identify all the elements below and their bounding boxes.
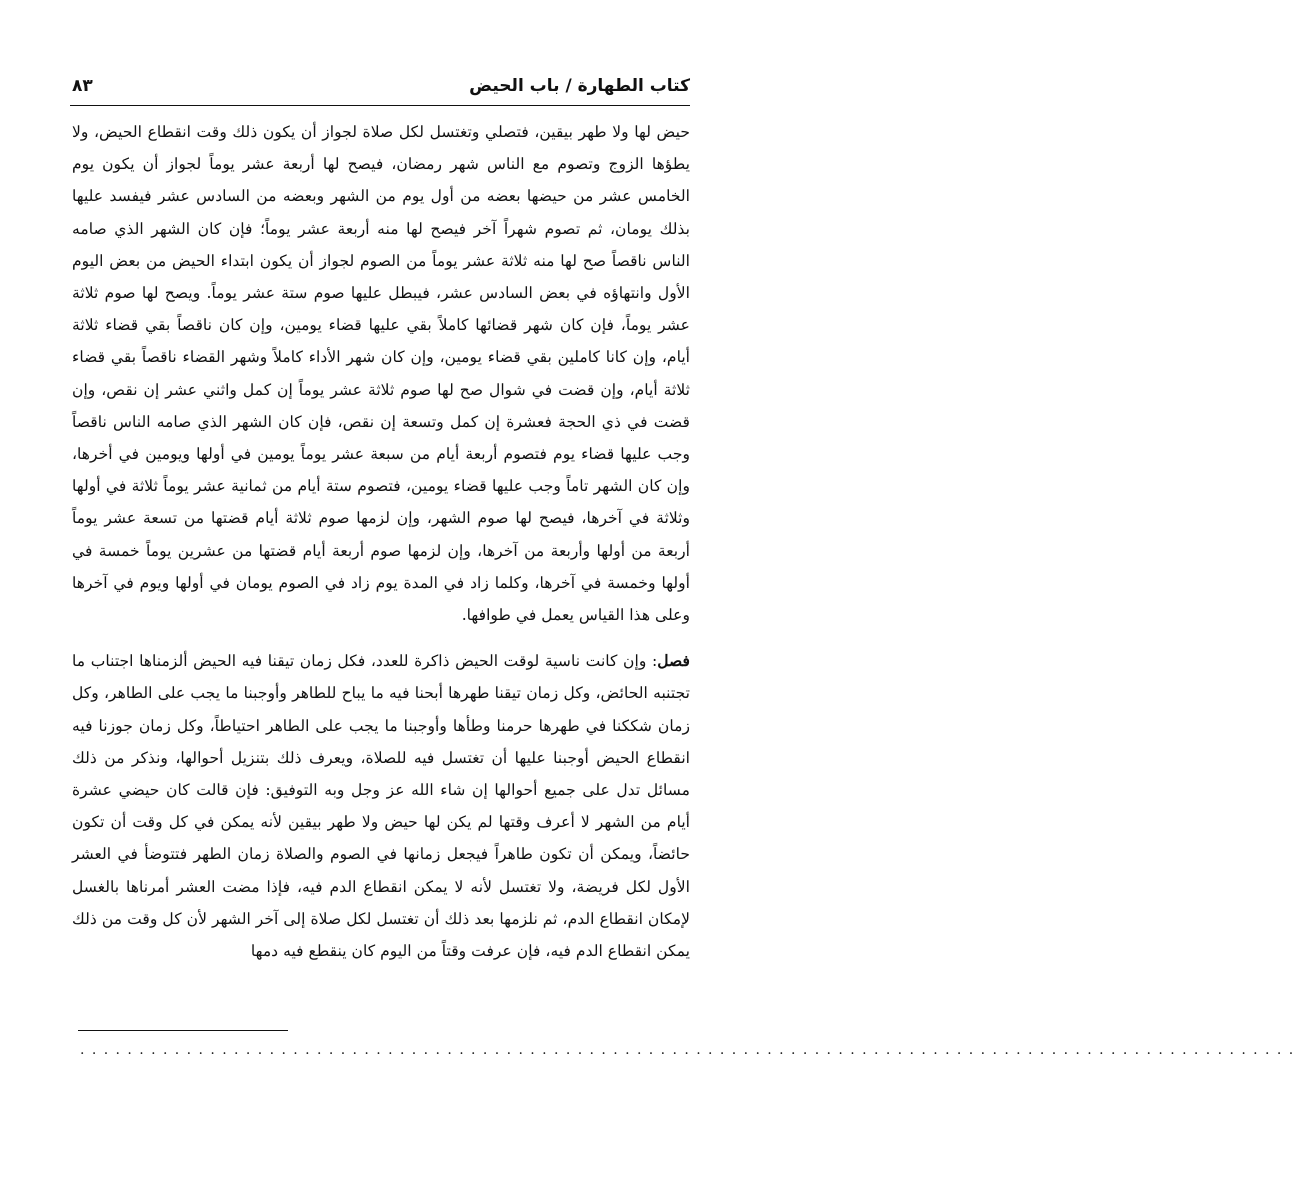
paragraph-text: حيض لها ولا طهر بيقين، فتصلي وتغتسل لكل صلاة لجواز أن يكون ذلك وقت انقطاع الحيض، ولا يطؤها الزوج وتصوم مع الناس شهر رمضان، فيصح لها أربعة عشر يوماً لجواز أن يكون يوم الخامس عشر من حيضها بعضه من أول يوم من الشهر وبعضه من السادس عشر فيفسد عليها بذلك يومان، ثم تصوم شهراً آخر فيصح لها منه أربعة عشر يوماً؛ فإن كان الشهر الذي صامه الناس ناقصاً صح لها منه ثلاثة عشر يوماً من الصوم لجواز أن يكون ابتداء الحيض من بعض اليوم الأول وانتهاؤه في بعض السادس عشر، فيبطل عليها صوم ستة عشر يوماً. ويصح لها صوم ثلاثة عشر يوماً، فإن كان شهر قضائها كاملاً بقي عليها قضاء يومين، وإن كان ناقصاً بقي قضاء ثلاثة أيام، وإن كانا كاملين بقي قضاء يومين، وإن كان شهر الأداء كاملاً وشهر القضاء ناقصاً بقي قضاء ثلاثة أيام، وإن قضت في شوال صح لها صوم ثلاثة عشر يوماً إن كمل واثني عشر إن نقص، وإن قضت في ذي الحجة فعشرة إن كمل وتسعة إن نقص، فإن كان الشهر الذي صامه الناس ناقصاً وجب عليها قضاء يوم فتصوم أربعة أيام من سبعة عشر يوماً يومين في أولها ويومين في أخرها، وإن كان الشهر تاماً وجب عليها قضاء يومين، فتصوم ستة أيام من ثمانية عشر يوماً ثلاثة في أولها وثلاثة في آخرها، فيصح لها صوم الشهر، وإن لزمها صوم ثلاثة أيام قضتها من تسعة عشر يوماً أربعة من أولها وأربعة من آخرها، وإن لزمها صوم أربعة أيام قضتها من عشرين يوماً خمسة في أولها وخمسة في آخرها، وكلما زاد في المدة يوم زاد في الصوم يومان في أولها ويوم في آخرها وعلى هذا القياس يعمل في طوافها. [72,123,690,625]
page-number: ٨٣ [72,76,93,96]
footnote-dotted-line: ....................................................................................................... [80,1042,1301,1058]
section-lead: فصل [657,651,690,671]
running-title: كتاب الطهارة / باب الحيض [469,76,690,96]
paragraph [72,645,690,967]
header-rule [70,105,690,106]
footnote-rule [78,1030,288,1031]
page-header [70,76,690,104]
paragraph-text: : وإن كانت ناسية لوقت الحيض ذاكرة للعدد، فكل زمان تيقنا فيه الحيض ألزمناها اجتناب ما تجتنبه الحائض، وكل زمان تيقنا طهرها أبحنا فيه ما يباح للطاهر وأوجبنا ما يجب على الطاهر، وكل زمان شككنا في طهرها حرمنا وطأها وأوجبنا ما يجب على الطاهر احتياطاً، وكل زمان جوزنا فيه انقطاع الحيض أوجبنا عليها أن تغتسل فيه للصلاة، ويعرف ذلك بتنزيل أحوالها، ونذكر من ذلك مسائل تدل على جميع أحوالها إن شاء الله عز وجل وبه التوفيق: فإن قالت كان حيضي عشرة أيام من الشهر لا أعرف وقتها لم يكن لها حيض ولا طهر بيقين لأنه يمكن في كل وقت أن تكون حائضاً، ويمكن أن تكون طاهراً فيجعل زمانها في الصوم والصلاة زمان الطهر فتتوضأ في العشر الأول لكل فريضة، ولا تغتسل لأنه لا يمكن انقطاع الدم فيه، فإذا مضت العشر أمرناها بالغسل لإمكان انقطاع الدم، ثم نلزمها بعد ذلك أن تغتسل لكل صلاة إلى آخر الشهر لأن كل وقت من ذلك يمكن انقطاع الدم فيه، فإن عرفت وقتاً من اليوم كان ينقطع فيه دمها [72,652,690,961]
main-text [72,116,690,967]
paragraph [72,116,690,631]
